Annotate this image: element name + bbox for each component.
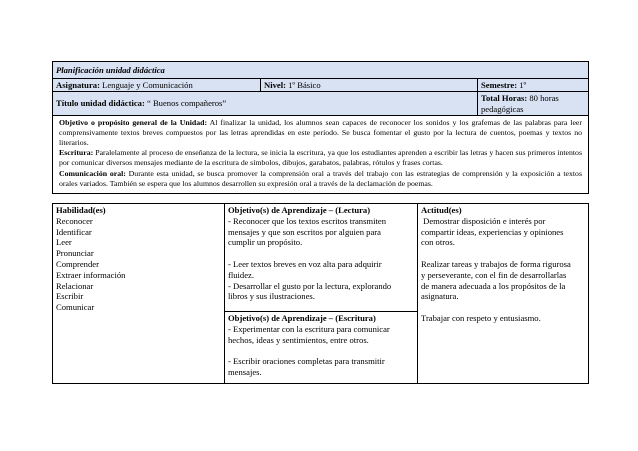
reading-line: - Leer textos breves en voz alta para adquirir: [228, 258, 382, 269]
attitude-line: Realizar tareas y trabajos de forma rigurosa: [421, 258, 571, 269]
level-label: Nivel:: [264, 79, 286, 90]
subject-cell: [53, 79, 260, 92]
attitudes-heading: Actitud(es): [421, 205, 462, 215]
writing-objective-label: Escritura:: [59, 148, 94, 158]
reading-line: - Reconocer que los textos escritos transmiten: [228, 215, 386, 226]
subject-value: Lenguaje y Comunicación: [99, 79, 193, 90]
attitude-line: con otros.: [421, 237, 455, 248]
total-hours-value: 80 horas pedagógicas: [481, 93, 559, 114]
skill-item: Reconocer: [56, 215, 93, 226]
unit-title-cell: [53, 92, 477, 115]
level-value: 1º Básico: [285, 79, 321, 90]
reading-heading: Objetivo(s) de Aprendizaje – (Lectura): [228, 205, 371, 215]
general-objective-label: Objetivo o propósito general de la Unidad:: [59, 118, 208, 127]
general-objective: [59, 118, 582, 147]
general-objective-text: Al finalizar la unidad, los alumnos sean capaces de reconocer los sonidos y los grafemas de las palabras para leer comprensivamente textos breves compuestos por las letras aprendidas en este período. Se busca fomentar el gusto por la lectura de cuentos, poemas y textos no literarios.: [59, 118, 582, 147]
semester-label: Semestre:: [481, 79, 518, 90]
attitude-line: de manera adecuada a los propósitos de la: [421, 280, 566, 291]
subject-label: Asignatura:: [56, 79, 100, 90]
total-hours-label: Total Horas:: [481, 93, 528, 103]
writing-objectives: [225, 312, 417, 383]
subject-row: [53, 79, 588, 93]
title-row: [53, 62, 588, 79]
objective-row: [53, 116, 588, 193]
attitude-line: compartir ideas, experiencias y opiniones: [421, 226, 564, 237]
learning-table: [52, 203, 589, 384]
writing-line: - Experimentar con la escritura para comunicar: [228, 323, 390, 334]
skill-item: Extraer información: [56, 269, 126, 280]
objectives-column: [224, 204, 417, 383]
skills-column: [53, 204, 224, 383]
reading-line: cumplir un propósito.: [228, 237, 303, 248]
reading-objectives: [225, 204, 417, 312]
writing-heading: Objetivo(s) de Aprendizaje – (Escritura): [228, 313, 376, 323]
unit-info-table: [52, 61, 589, 194]
skill-item: Escribir: [56, 291, 84, 302]
skills-heading: Habilidad(es): [56, 205, 106, 215]
writing-line: - Escribir oraciones completas para transmitir: [228, 356, 385, 367]
unit-title-row: [53, 92, 588, 116]
skill-item: Leer: [56, 237, 72, 248]
spacer: [421, 248, 585, 259]
unit-title-label: Título unidad didáctica:: [56, 98, 145, 109]
attitude-line: asignatura.: [421, 291, 459, 302]
reading-line: - Desarrollar el gusto por la lectura, explorando: [228, 280, 392, 291]
total-hours-cell: [477, 92, 588, 115]
objective-cell: [53, 116, 588, 193]
skill-item: Comunicar: [56, 302, 95, 313]
oral-objective: [59, 169, 582, 189]
attitude-line: Demostrar disposición e interés por: [421, 215, 546, 226]
spacer: [228, 345, 414, 356]
oral-objective-label: Comunicación oral:: [59, 168, 126, 178]
oral-objective-text: Durante esta unidad, se busca promover la comprensión oral a través del trabajo con las estrategias de comprensión y la exposición a textos orales variados. También se espera que los alumnos desarrollen su expresión oral a través de la declamación de poemas.: [59, 168, 582, 188]
writing-line: mensajes.: [228, 366, 262, 377]
attitude-line: Trabajar con respeto y entusiasmo.: [421, 312, 541, 323]
spacer: [228, 248, 414, 259]
skill-item: Identificar: [56, 226, 92, 237]
writing-objective-text: Paralelamente al proceso de enseñanza de la lectura, se inicia la escritura, ya que los estudiantes aprenden a escribir las letras y hacen sus primeros intentos por comunicar diversos mensajes mediante de la escritura de símbolos, dibujos, garabatos, palabras, rótulos y frases cortas.: [59, 148, 582, 168]
reading-line: fluidez.: [228, 269, 255, 280]
skill-item: Comprender: [56, 258, 99, 269]
skill-item: Relacionar: [56, 280, 94, 291]
reading-line: libros y sus ilustraciones.: [228, 291, 315, 302]
semester-value: 1º: [517, 79, 527, 90]
level-cell: [260, 79, 477, 92]
unit-title-value: “ Buenos compañeros”: [144, 98, 227, 109]
semester-cell: [477, 79, 588, 92]
attitudes-column: [417, 204, 588, 383]
spacer: [421, 302, 585, 313]
reading-line: mensajes y que son escritos por alguien para: [228, 226, 381, 237]
plan-title: Planificación unidad didáctica: [56, 65, 165, 75]
skill-item: Pronunciar: [56, 248, 94, 259]
attitude-line: y perseverante, con el fin de desarrollarlas: [421, 269, 567, 280]
writing-objective: [59, 148, 582, 168]
writing-line: hechos, ideas y sentimientos, entre otros.: [228, 334, 369, 345]
